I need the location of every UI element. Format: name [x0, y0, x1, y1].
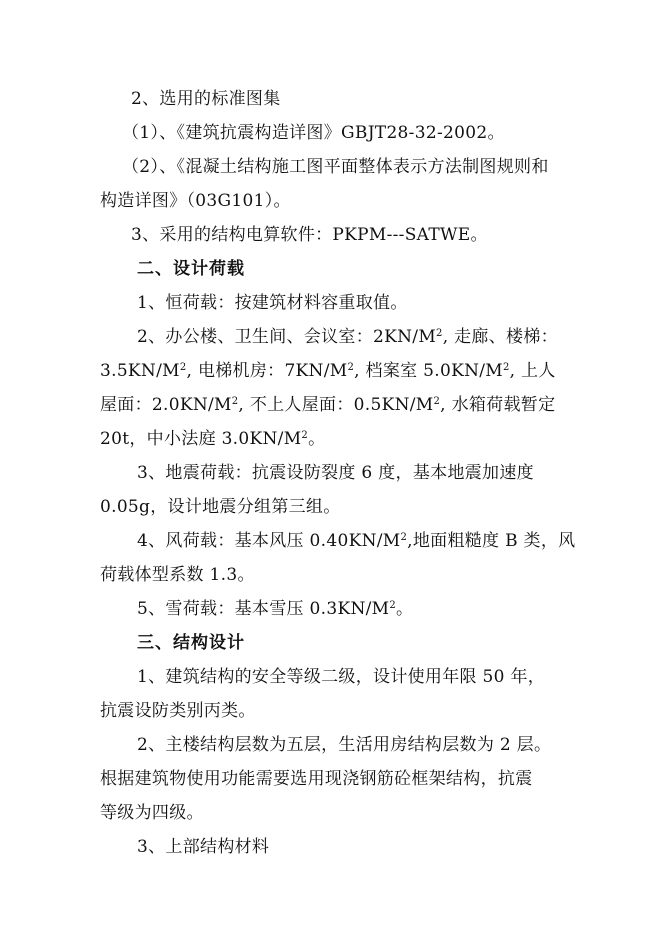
safety-class-line-1: 1、建筑结构的安全等级二级，设计使用年限 50 年， [137, 667, 546, 687]
section-heading-structural-design: 三、结构设计 [137, 633, 245, 653]
superscript-two: 2 [433, 396, 441, 407]
storeys-line-3: 等级为四级。 [100, 803, 204, 823]
safety-class-line-2: 抗震设防类别丙类。 [100, 701, 256, 721]
superscript-two: 2 [400, 532, 408, 543]
superscript-two: 2 [347, 362, 355, 373]
superscript-two: 2 [503, 362, 510, 373]
superscript-two: 2 [231, 396, 239, 407]
standard-item-2: （2）、《混凝土结构施工图平面整体表示方法制图规则和 [122, 157, 549, 177]
wind-load-line-1: 4、风荷载：基本风压 $0.40KN/M^2$,地面粗糙度 B 类，风 [137, 531, 576, 551]
section-heading-design-loads: 二、设计荷载 [137, 259, 245, 279]
snow-load-line: 5、雪荷载：基本雪压 $0.3KN/M^2$。 [137, 599, 414, 619]
live-load-line-4: 20t，中小法庭 $3.0KN/M^2$。 [100, 429, 326, 449]
live-load-line-1: 2、办公楼、卫生间、会议室：$2KN/M^2$, 走廊、楼梯： [137, 327, 558, 347]
list-heading-standard-drawings: 2、选用的标准图集 [131, 89, 281, 109]
storeys-line-2: 根据建筑物使用功能需要选用现浇钢筋砼框架结构，抗震 [100, 769, 533, 789]
seismic-load-line-2: 0.05g，设计地震分组第三组。 [100, 497, 341, 517]
superscript-two: 2 [389, 600, 397, 611]
live-load-line-2: $3.5KN/M^2$, 电梯机房：$7KN/M^2$, 档案室 $5.0KN/M^2$, 上人 [100, 361, 556, 381]
software-line: 3、采用的结构电算软件：PKPM---SATWE。 [131, 225, 488, 245]
dead-load-line: 1、恒荷载：按建筑材料容重取值。 [137, 293, 408, 313]
storeys-line-1: 2、主楼结构层数为五层，生活用房结构层数为 2 层。 [137, 735, 552, 755]
live-load-line-3: 屋面：$2.0KN/M^2$, 不上人屋面：$0.5KN/M^2$, 水箱荷载暂定 [100, 395, 556, 415]
superstructure-materials-line: 3、上部结构材料 [137, 837, 270, 857]
superscript-two: 2 [301, 430, 309, 441]
standard-item-1: （1）、《建筑抗震构造详图》GBJT28-32-2002。 [122, 123, 505, 143]
superscript-two: 2 [179, 362, 187, 373]
standard-item-2-cont: 构造详图》（03G101）。 [100, 191, 291, 211]
seismic-load-line-1: 3、地震荷载：抗震设防裂度 6 度，基本地震加速度 [137, 463, 534, 483]
superscript-two: 2 [436, 328, 443, 339]
wind-load-line-2: 荷载体型系数 1.3。 [100, 565, 255, 585]
